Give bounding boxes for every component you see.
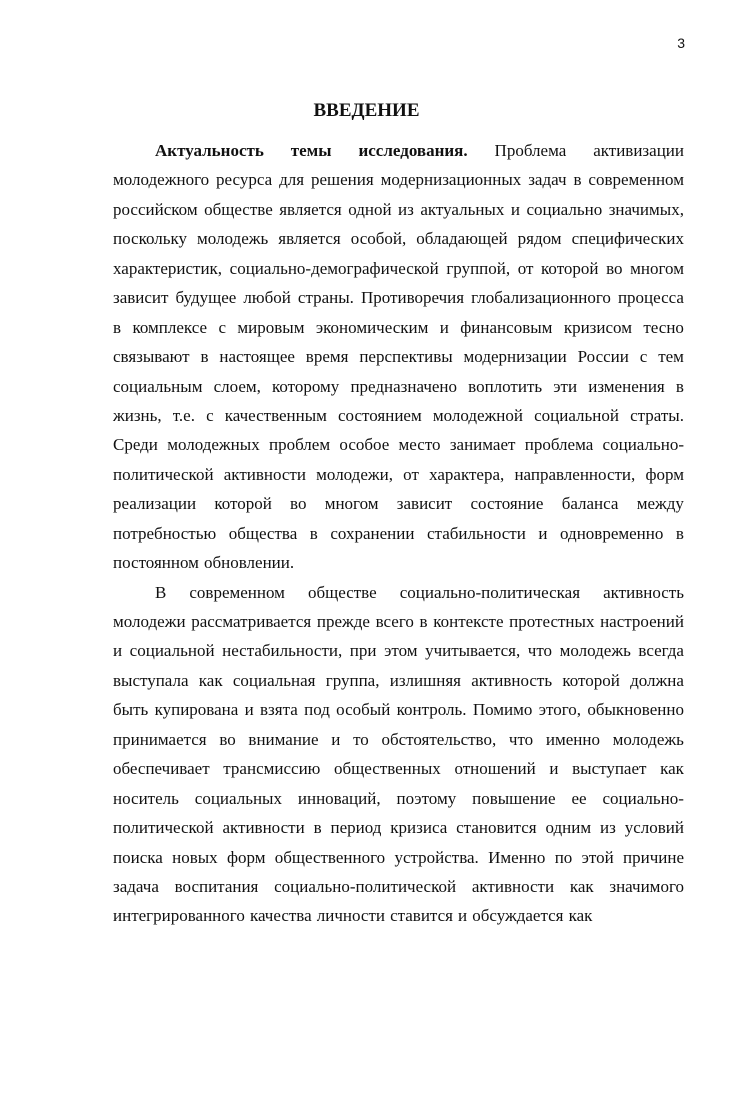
word: которой: [562, 670, 620, 690]
word: Среди: [113, 435, 158, 455]
word: рассматривается: [191, 612, 312, 631]
word: социальных: [194, 788, 282, 808]
word: общественных: [334, 759, 441, 779]
word: обстоятельство,: [381, 729, 497, 749]
word: финансовым: [460, 317, 553, 337]
word: актуальных: [420, 199, 505, 219]
word: всего: [375, 612, 414, 631]
word: социальной: [129, 641, 215, 661]
word: протестных: [509, 612, 595, 631]
word: значимых,: [608, 199, 684, 219]
word: значимого: [609, 876, 684, 896]
word: ресурса: [216, 170, 273, 190]
text-line: [113, 489, 684, 518]
word: активности: [471, 876, 555, 896]
word: и: [510, 199, 520, 219]
text-line: [113, 872, 684, 901]
word: России: [577, 347, 629, 367]
word: для: [279, 170, 305, 190]
word: этом: [384, 641, 418, 661]
word: что: [508, 729, 534, 749]
word: характера,: [429, 464, 505, 484]
word: обновлении.: [204, 553, 295, 573]
text-line: [113, 401, 684, 430]
word: одним: [545, 818, 592, 838]
word: период: [330, 818, 382, 838]
word: повышение: [472, 788, 556, 808]
word: под: [304, 700, 330, 720]
word: поиска: [113, 847, 163, 867]
word: как: [569, 876, 594, 896]
word: направленности,: [514, 464, 636, 484]
word: рядом: [517, 229, 562, 249]
text-line: [113, 754, 684, 783]
text-line: [113, 725, 684, 754]
word: причине: [623, 847, 684, 867]
word: кризисом: [563, 317, 632, 337]
word: то: [353, 729, 369, 749]
word: страны.: [297, 288, 354, 308]
text-line: [113, 784, 684, 813]
word: как: [198, 670, 223, 690]
text-line: [113, 342, 684, 371]
word: модернизации: [463, 347, 567, 367]
word: воплотить: [468, 376, 543, 396]
word: внимание: [248, 729, 319, 749]
word: специфических: [571, 229, 684, 249]
text-line: [113, 195, 684, 224]
word: контексте: [433, 612, 504, 631]
text-line: [113, 136, 684, 165]
word: особое: [339, 435, 390, 455]
word: по: [554, 847, 573, 867]
word: от: [517, 258, 534, 278]
word: будущее: [175, 288, 237, 308]
word: Помимо: [472, 700, 533, 720]
word: в: [200, 347, 209, 367]
word: отношений: [454, 759, 536, 779]
word: в: [675, 523, 684, 543]
word: обладающей: [416, 229, 508, 249]
word: молодежи,: [316, 464, 393, 484]
text-line: [113, 254, 684, 283]
word: социальная: [232, 670, 316, 690]
word: активизации: [593, 141, 684, 160]
word: социально-политическая: [399, 582, 581, 602]
word: форм: [226, 847, 266, 867]
word: в: [419, 612, 428, 631]
word: устройства.: [394, 847, 479, 867]
word: В: [155, 582, 167, 602]
word: молодежной: [432, 405, 523, 425]
word: тем: [658, 347, 684, 367]
word: кризиса: [390, 818, 448, 838]
word: активности: [223, 464, 306, 484]
word: во: [606, 258, 623, 278]
word: одной: [348, 199, 392, 219]
word: слоем,: [213, 376, 261, 396]
word: которому: [272, 376, 340, 396]
word: многом: [630, 258, 684, 278]
word: постоянном: [113, 553, 199, 573]
word: что: [527, 641, 553, 661]
word: социально-демографической: [229, 258, 439, 278]
word: и: [113, 641, 123, 661]
word: с: [218, 317, 226, 337]
word: многом: [324, 494, 379, 514]
word: личности: [316, 906, 385, 926]
text-line: [113, 165, 684, 194]
word: обсуждается: [472, 906, 564, 926]
word: активность: [603, 582, 684, 602]
text-line: [113, 695, 684, 724]
word: время: [305, 347, 349, 367]
word: должна: [630, 670, 684, 690]
word: из: [398, 199, 414, 219]
word: зависит: [396, 494, 453, 514]
word: между: [636, 494, 684, 514]
word: во: [290, 494, 307, 514]
text-line: [113, 607, 684, 636]
word: выступала: [113, 670, 189, 690]
word: социально-политической: [274, 876, 457, 896]
word: особый: [336, 700, 391, 720]
word: эти: [553, 376, 578, 396]
word: взята: [260, 700, 298, 720]
word: комплексе: [132, 317, 208, 337]
word: Актуальность: [155, 141, 264, 160]
word: активности: [222, 818, 305, 838]
word: социально-: [602, 435, 684, 455]
word: в: [309, 523, 318, 543]
word: принимается: [113, 729, 207, 749]
word: связывают: [113, 347, 190, 367]
word: при: [349, 641, 377, 661]
word: предназначено: [350, 376, 458, 396]
word: глобализационного: [471, 288, 611, 308]
word: поскольку: [113, 229, 187, 249]
word: ее: [571, 788, 587, 808]
word: стабильности: [427, 523, 526, 543]
word: всегда: [638, 641, 684, 661]
word: и: [439, 317, 449, 337]
word: задач: [528, 170, 567, 190]
body-text: [113, 136, 684, 931]
word: как: [568, 906, 593, 926]
word: молодежь: [197, 229, 269, 249]
word: современном: [189, 582, 285, 602]
word: молодежных: [167, 435, 260, 455]
word: социальной: [534, 405, 619, 425]
word: во: [219, 729, 236, 749]
word: интегрированного: [113, 906, 245, 926]
word: политической: [113, 818, 214, 838]
text-line: [113, 813, 684, 842]
word: зависит: [113, 288, 169, 308]
word: качественным: [224, 405, 327, 425]
page-heading: ВВЕДЕНИЕ: [313, 100, 420, 121]
word: российском: [113, 199, 198, 219]
word: молодежь: [612, 729, 684, 749]
word: модернизационных: [380, 170, 522, 190]
text-line: [113, 666, 684, 695]
text-line: [113, 548, 684, 577]
word: проблема: [524, 435, 594, 455]
word: этой: [581, 847, 614, 867]
text-line: [113, 578, 684, 607]
text-line: [113, 901, 684, 930]
word: учитывается,: [425, 641, 521, 661]
word: обществе: [204, 199, 273, 219]
word: особой,: [350, 229, 407, 249]
word: активность: [471, 670, 553, 690]
word: обеспечивает: [113, 759, 210, 779]
word: реализации: [113, 494, 197, 514]
text-line: [113, 283, 684, 312]
page-number: 3: [677, 35, 685, 51]
word: тесно: [643, 317, 684, 337]
word: молодежного: [113, 170, 210, 190]
word: новых: [172, 847, 218, 867]
word: и: [244, 700, 254, 720]
word: от: [403, 464, 419, 484]
word: Проблема: [494, 141, 567, 160]
word: экономическим: [315, 317, 429, 337]
word: общества: [228, 523, 298, 543]
word: этого,: [538, 700, 582, 720]
text-line: [113, 843, 684, 872]
word: является: [279, 199, 342, 219]
word: излишняя: [389, 670, 461, 690]
word: в: [313, 818, 322, 838]
word: молодежи: [113, 612, 186, 631]
word: в: [675, 376, 684, 396]
word: становится: [456, 818, 537, 838]
word: современном: [588, 170, 684, 190]
word: и: [538, 523, 548, 543]
word: из: [600, 818, 616, 838]
word: нестабильности,: [222, 641, 343, 661]
word: Именно: [488, 847, 546, 867]
word: общественного: [274, 847, 386, 867]
word: быть: [113, 700, 149, 720]
word: качества: [249, 906, 312, 926]
word: в: [573, 170, 582, 190]
word: с: [206, 405, 214, 425]
word: и: [549, 759, 559, 779]
word: потребностью: [113, 523, 217, 543]
word: мировым: [237, 317, 305, 337]
word: выступает: [572, 759, 647, 779]
word: трансмиссию: [223, 759, 321, 779]
word: темы: [290, 141, 332, 160]
word: и: [458, 906, 468, 926]
text-line: [113, 519, 684, 548]
word: Противоречия: [360, 288, 465, 308]
word: форм: [645, 464, 684, 484]
word: политической: [113, 464, 214, 484]
word: перспективы: [359, 347, 453, 367]
word: как: [660, 759, 684, 779]
word: т.е.: [172, 405, 195, 425]
word: социальным: [113, 376, 203, 396]
word: исследования.: [358, 141, 468, 160]
word: состоянием: [338, 405, 422, 425]
word: условий: [624, 818, 684, 838]
word: купирована: [154, 700, 239, 720]
word: обществе: [308, 582, 377, 602]
word: инноваций,: [297, 788, 381, 808]
word: в: [113, 317, 122, 337]
word: место: [398, 435, 441, 455]
text-line: [113, 430, 684, 459]
word: группой,: [446, 258, 511, 278]
text-line: [113, 372, 684, 401]
word: занимает: [449, 435, 516, 455]
word: прежде: [316, 612, 370, 631]
word: ставится: [390, 906, 453, 926]
word: характеристик,: [113, 258, 223, 278]
word: состояние: [470, 494, 544, 514]
word: страты.: [630, 405, 684, 425]
word: баланса: [561, 494, 619, 514]
word: которой: [214, 494, 272, 514]
word: является: [278, 229, 341, 249]
word: изменения: [588, 376, 665, 396]
word: любой: [243, 288, 291, 308]
word: социально-: [602, 788, 684, 808]
word: контроль.: [396, 700, 467, 720]
word: которой: [541, 258, 599, 278]
word: задача: [113, 876, 159, 896]
word: настоящее: [219, 347, 295, 367]
word: проблем: [268, 435, 331, 455]
word: именно: [545, 729, 600, 749]
word: и: [331, 729, 341, 749]
word: социально: [526, 199, 603, 219]
word: одновременно: [560, 523, 664, 543]
word: решения: [310, 170, 374, 190]
word: процесса: [617, 288, 684, 308]
word: носитель: [113, 788, 179, 808]
word: группа,: [325, 670, 380, 690]
word: поэтому: [396, 788, 457, 808]
text-line: [113, 460, 684, 489]
word: жизнь,: [113, 405, 162, 425]
word: сохранении: [330, 523, 415, 543]
text-line: [113, 224, 684, 253]
word: настроений: [600, 612, 684, 631]
text-line: [113, 313, 684, 342]
word: молодежь: [559, 641, 631, 661]
word: воспитания: [174, 876, 259, 896]
word: обыкновенно: [587, 700, 684, 720]
word: с: [639, 347, 648, 367]
text-line: [113, 636, 684, 665]
